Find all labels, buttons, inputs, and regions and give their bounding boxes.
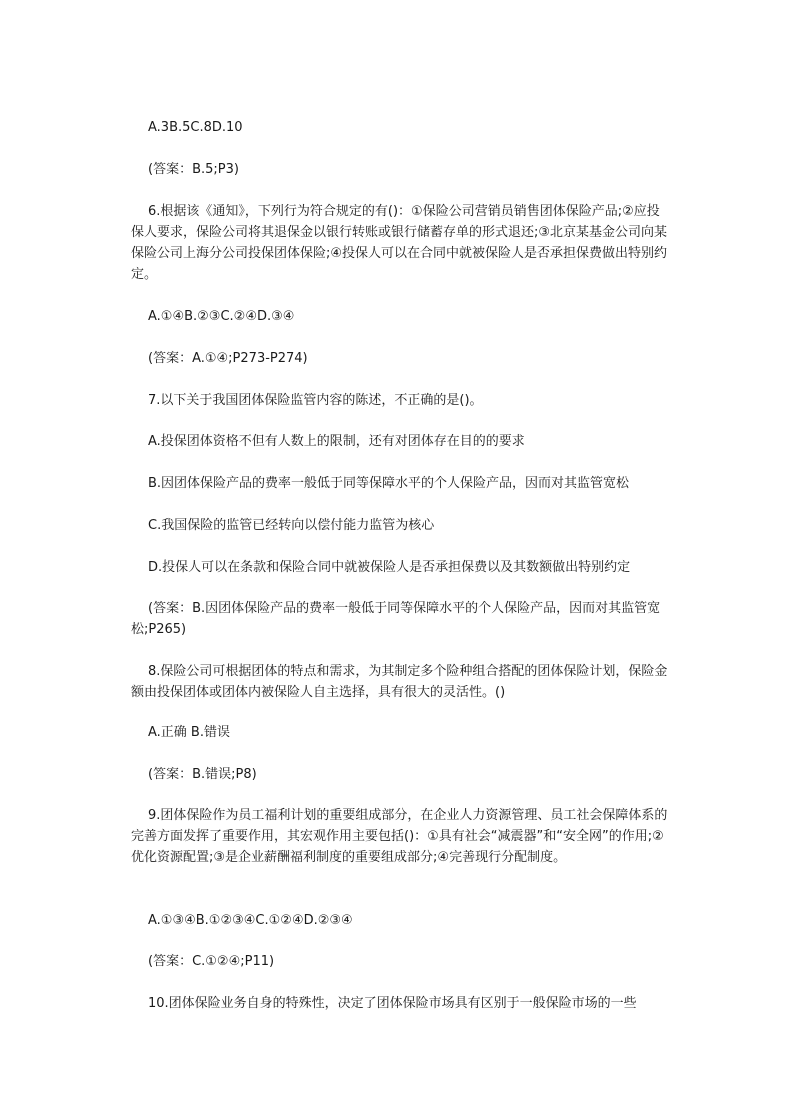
q7-option-a: A.投保团体资格不但有人数上的限制，还有对团体存在目的的要求 [148, 434, 525, 449]
q7-option-d: D.投保人可以在条款和保险合同中就被保险人是否承担保费以及其数额做出特别约定 [148, 560, 631, 575]
q9-options: A.①③④B.①②③④C.①②④D.②③④ [148, 913, 353, 928]
q5-answer: (答案：B.5;P3) [148, 162, 239, 177]
q7-option-c: C.我国保险的监管已经转向以偿付能力监管为核心 [148, 518, 435, 533]
q6-options: A.①④B.②③C.②④D.③④ [148, 309, 295, 324]
q7-answer: (答案：B.因团体保险产品的费率一般低于同等保障水平的个人保险产品，因而对其监管宽松;P265) [131, 601, 661, 637]
q8-options: A.正确 B.错误 [148, 725, 230, 740]
q10-question: 10.团体保险业务自身的特殊性，决定了团体保险市场具有区别于一般保险市场的一些 [148, 996, 637, 1011]
q7-question: 7.以下关于我国团体保险监管内容的陈述，不正确的是()。 [148, 393, 483, 408]
q6-answer: (答案：A.①④;P273-P274) [148, 351, 308, 366]
q9-answer: (答案：C.①②④;P11) [148, 954, 275, 969]
q8-answer: (答案：B.错误;P8) [148, 767, 257, 782]
q9-question: 9.团体保险作为员工福利计划的重要组成部分，在企业人力资源管理、员工社会保障体系的完善方面发挥了重要作用，其宏观作用主要包括()：①具有社会“减震器”和“安全网”的作用;②优化资源配置;③是企业薪酬福利制度的重要组成部分;④完善现行分配制度。 [131, 808, 668, 865]
q7-option-b: B.因团体保险产品的费率一般低于同等保障水平的个人保险产品，因而对其监管宽松 [148, 476, 630, 491]
q6-question: 6.根据该《通知》，下列行为符合规定的有()：①保险公司营销员销售团体保险产品;②应投保人要求，保险公司将其退保金以银行转账或银行储蓄存单的形式退还;③北京某基金公司向某保险公司上海分公司投保团体保险;④投保人可以在合同中就被保险人是否承担保费做出特别约定。 [131, 204, 668, 282]
q8-question: 8.保险公司可根据团体的特点和需求，为其制定多个险种组合搭配的团体保险计划，保险金额由投保团体或团体内被保险人自主选择，具有很大的灵活性。() [131, 664, 668, 700]
q5-options: A.3B.5C.8D.10 [148, 120, 243, 135]
